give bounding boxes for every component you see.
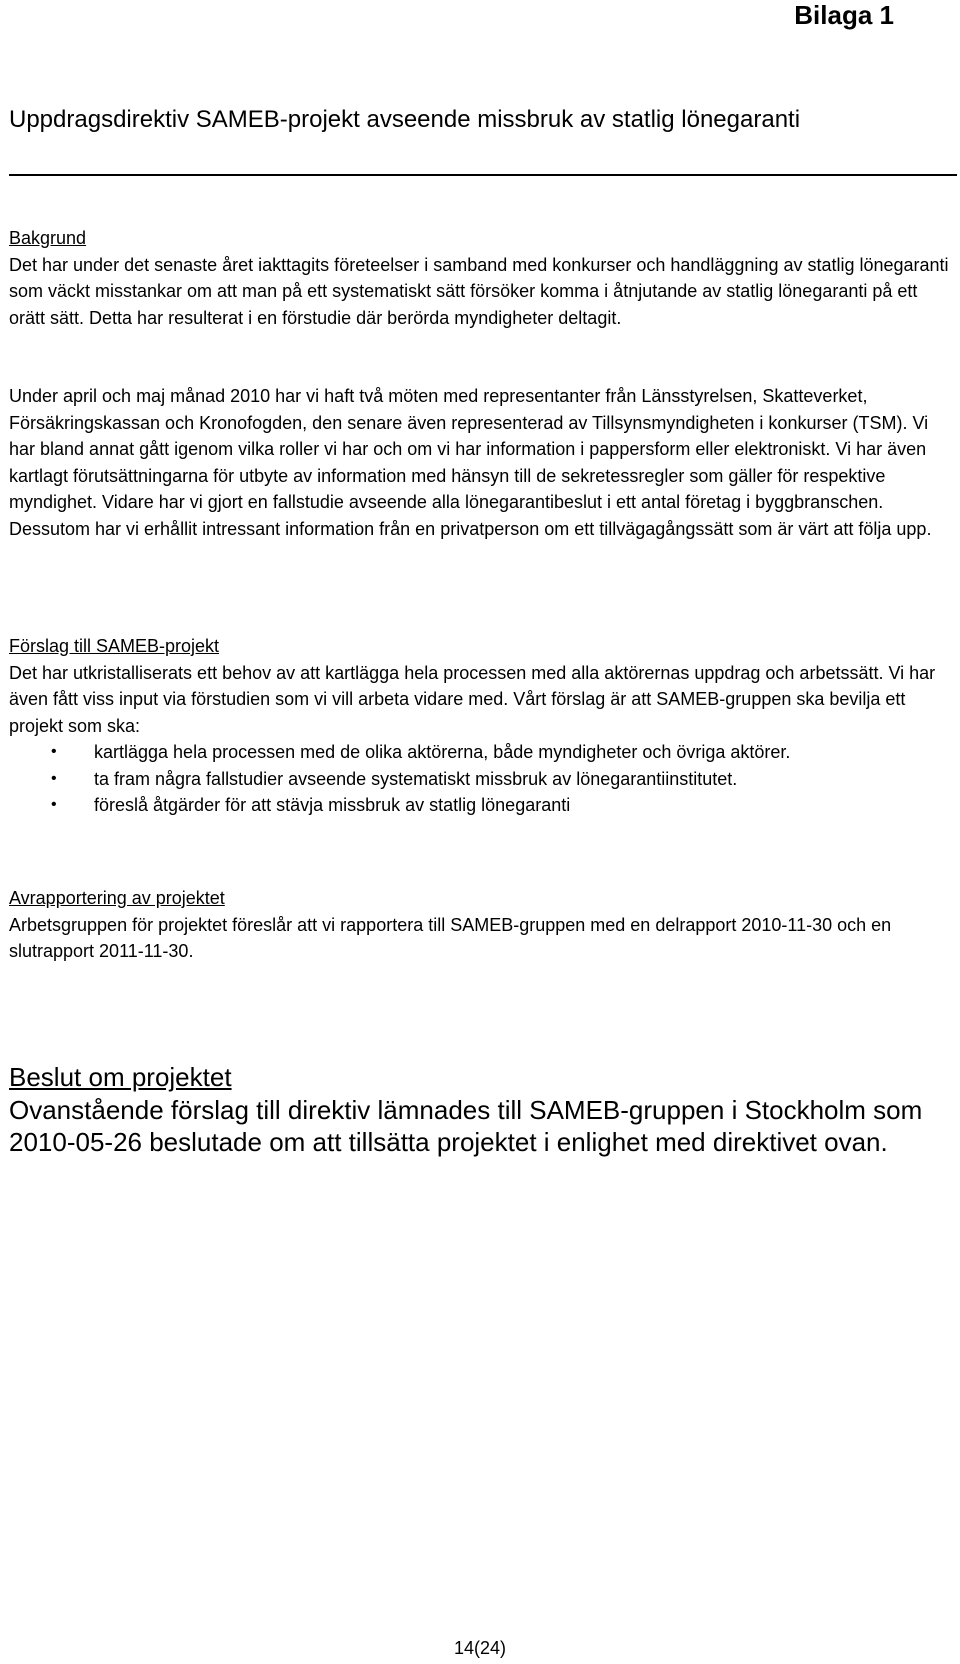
- background-heading: Bakgrund: [9, 228, 87, 248]
- background-paragraph-2: Under april och maj månad 2010 har vi haft två möten med representanter från Länsstyrelsen, Skatteverket, Försäkringskassan och Kronofogden, den senare även representerad av Tillsynsmyndigheten i konkurser (TSM). Vi har bland annat gått igenom vilka roller vi har och om vi har information i pappersform eller elektroniskt. Vi har även kartlagt förutsättningarna för utbyte av information med hänsyn till de sekretessregler som gäller för respektive myndighet. Vidare har vi gjort en fallstudie avseende alla lönegarantibeslut i ett antal företag i byggbranschen. Dessutom har vi erhållit intressant information från en privatperson om ett tillvägagångssätt som är värt att följa upp.: [9, 386, 932, 539]
- bullet-icon: •: [51, 796, 57, 813]
- list-item: [9, 739, 949, 766]
- proposal-intro: Det har utkristalliserats ett behov av att kartlägga hela processen med alla aktörernas uppdrag och arbetssätt. Vi har även fått viss input via förstudien som vi vill arbeta vidare med. Vårt förslag är att SAMEB-gruppen ska bevilja ett projekt som ska:: [9, 662, 936, 736]
- decision-section: [9, 1061, 949, 1159]
- background-continued-section: [9, 383, 949, 542]
- bullet-text: ta fram några fallstudier avseende systematiskt missbruk av lönegarantiinstitutet.: [94, 768, 738, 789]
- page-number: 14(24): [453, 1638, 507, 1658]
- list-item: [9, 792, 949, 819]
- title-divider: [9, 174, 957, 176]
- bullet-text: föreslå åtgärder för att stävja missbruk av statlig lönegaranti: [94, 795, 571, 815]
- reporting-text: Arbetsgruppen för projektet föreslår att vi rapportera till SAMEB-gruppen med en delrapport 2010-11-30 och en slutrapport 2011-11-30.: [9, 914, 892, 961]
- background-section: [9, 225, 949, 331]
- bullet-text: kartlägga hela processen med de olika aktörerna, både myndigheter och övriga aktörer.: [94, 742, 791, 762]
- bullet-icon: •: [51, 769, 57, 787]
- bullet-icon: •: [51, 743, 57, 760]
- list-item: [9, 766, 949, 793]
- proposal-bullet-list: [9, 739, 949, 819]
- appendix-label: Bilaga 1: [794, 0, 894, 30]
- proposal-section: [9, 633, 949, 819]
- reporting-heading: Avrapportering av projektet: [9, 888, 225, 908]
- proposal-heading: Förslag till SAMEB-projekt: [9, 636, 220, 656]
- background-paragraph-1: Det har under det senaste året iakttagits företeelser i samband med konkurser och handläggning av statlig lönegaranti som väckt misstankar om att man på ett systematiskt sätt försöker komma i åtnjutande av statlig lönegaranti på ett orätt sätt. Detta har resulterat i en förstudie där berörda myndigheter deltagit.: [9, 254, 949, 328]
- document-title: Uppdragsdirektiv SAMEB-projekt avseende missbruk av statlig lönegaranti: [9, 106, 801, 133]
- decision-text: Ovanstående förslag till direktiv lämnades till SAMEB-gruppen i Stockholm som 2010-05-26 beslutade om att tillsätta projektet i enlighet med direktivet ovan.: [9, 1094, 923, 1157]
- reporting-section: [9, 885, 949, 965]
- decision-heading: Beslut om projektet: [9, 1062, 232, 1092]
